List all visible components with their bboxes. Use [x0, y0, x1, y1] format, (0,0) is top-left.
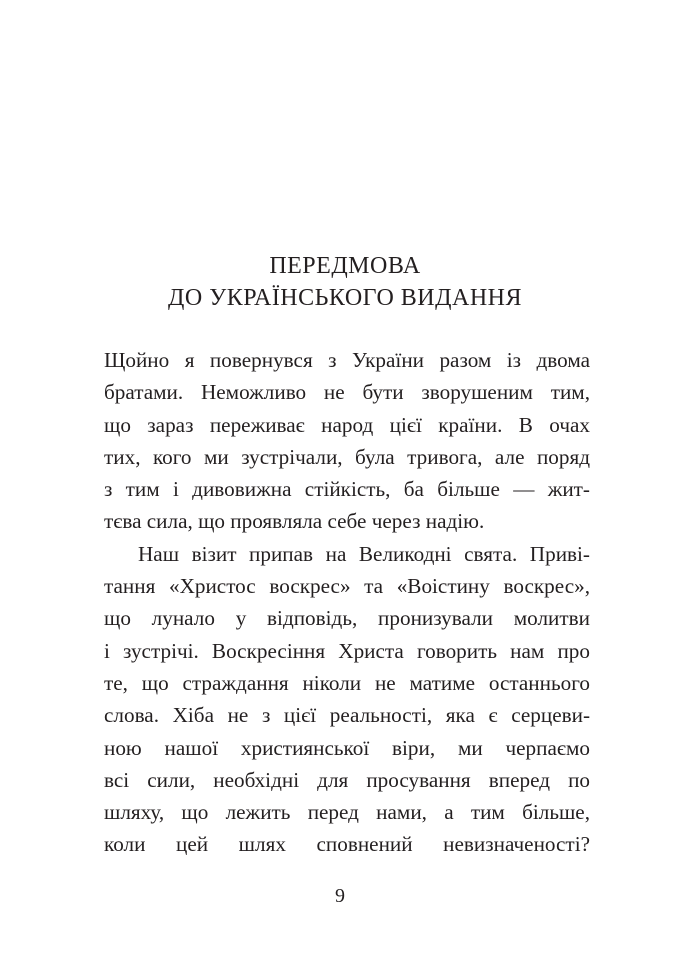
- paragraph-1-line-3: що зараз переживає народ цієї країни. В очах: [104, 412, 590, 437]
- heading-line-2: ДО УКРАЇНСЬКОГО ВИДАННЯ: [168, 285, 522, 311]
- paragraph-2-line-5: те, що страждання ніколи не матиме останнього: [104, 670, 590, 695]
- paragraph-1-line-5: з тим і дивовижна стійкість, ба більше — жит-: [104, 477, 590, 502]
- paragraph-2-line-10: коли цей шлях сповнений невизначеності?: [104, 832, 590, 857]
- paragraph-2-line-2: тання «Христос воскрес» та «Воістину воскрес»,: [104, 574, 590, 599]
- paragraph-2-line-4: і зустрічі. Воскресіння Христа говорить нам про: [104, 638, 590, 663]
- paragraph-1-line-1: Щойно я повернувся з України разом із двома: [104, 348, 590, 372]
- paragraph-2-line-3: що лунало у відповідь, пронизували молитви: [104, 606, 590, 631]
- paragraph-2-line-8: всі сили, необхідні для просування вперед по: [104, 767, 590, 792]
- chapter-heading: [100, 250, 590, 314]
- heading-line-1: ПЕРЕДМОВА: [269, 253, 421, 279]
- paragraph-2-line-6: слова. Хіба не з цієї реальності, яка є серцеви-: [104, 703, 590, 728]
- body-text: [104, 344, 590, 861]
- paragraph-1-line-4: тих, кого ми зустрічали, була тривога, але поряд: [104, 444, 590, 469]
- paragraph-1-line-6: тєва сила, що проявляла себе через надію.: [104, 509, 485, 534]
- page-number: 9: [335, 885, 345, 907]
- paragraph-2-line-1: Наш візит припав на Великодні свята. Приві-: [138, 541, 590, 566]
- paragraph-1-line-2: братами. Неможливо не бути зворушеним тим,: [104, 380, 590, 405]
- paragraph-2-line-7: ною нашої християнської віри, ми черпаємо: [104, 735, 590, 760]
- paragraph-2-line-9: шляху, що лежить перед нами, а тим більше,: [104, 800, 590, 825]
